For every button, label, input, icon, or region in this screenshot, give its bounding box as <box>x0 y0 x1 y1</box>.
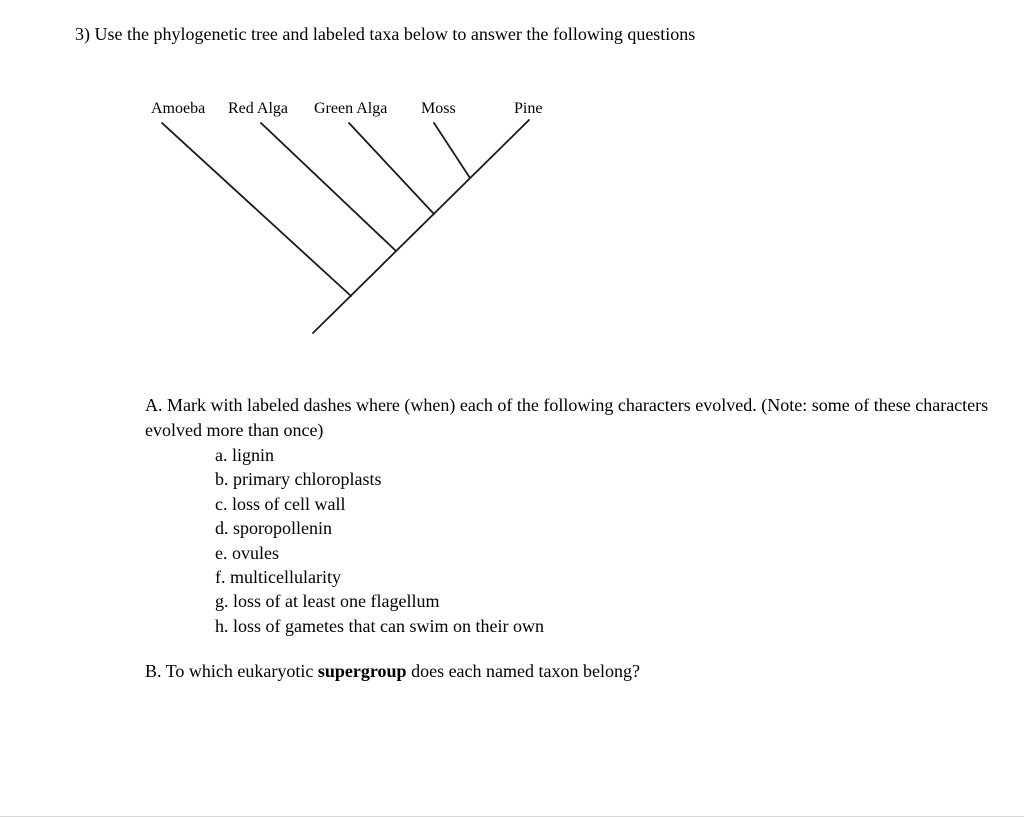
list-item-primary-chloroplasts: b. primary chloroplasts <box>215 469 382 490</box>
question-a-text: A. Mark with labeled dashes where (when) each of the following characters evolved. (Note: some of these characters evolved more than once) <box>145 395 989 440</box>
list-item-loss-of-swimming-gametes: h. loss of gametes that can swim on their own <box>215 615 544 636</box>
branch-red-alga-line <box>261 123 396 251</box>
question-b-text <box>145 661 640 682</box>
branch-amoeba-line <box>162 123 351 296</box>
taxon-label-green-alga: Green Alga <box>314 100 388 117</box>
branch-moss-line <box>434 123 470 178</box>
taxon-label-moss: Moss <box>421 100 456 117</box>
taxon-label-amoeba: Amoeba <box>151 100 206 117</box>
list-item-lignin: a. lignin <box>215 445 274 465</box>
list-item-sporopollenin: d. sporopollenin <box>215 518 332 539</box>
question-b-bold-word: supergroup <box>317 661 407 681</box>
list-item-multicellularity: f. multicellularity <box>215 567 341 588</box>
tree-backbone-line <box>313 120 529 333</box>
question-b-prefix: B. To which eukaryotic <box>145 661 318 681</box>
character-list <box>215 443 544 638</box>
list-item-ovules: e. ovules <box>215 542 279 563</box>
question-b-suffix: does each named taxon belong? <box>406 661 640 681</box>
branch-green-alga-line <box>349 123 434 214</box>
taxon-label-red-alga: Red Alga <box>228 100 288 117</box>
taxon-label-pine: Pine <box>514 100 543 117</box>
list-item-loss-of-cell-wall: c. loss of cell wall <box>215 493 346 514</box>
list-item-loss-of-flagellum: g. loss of at least one flagellum <box>215 591 440 612</box>
question-title: 3) Use the phylogenetic tree and labeled taxa below to answer the following questions <box>75 24 696 44</box>
